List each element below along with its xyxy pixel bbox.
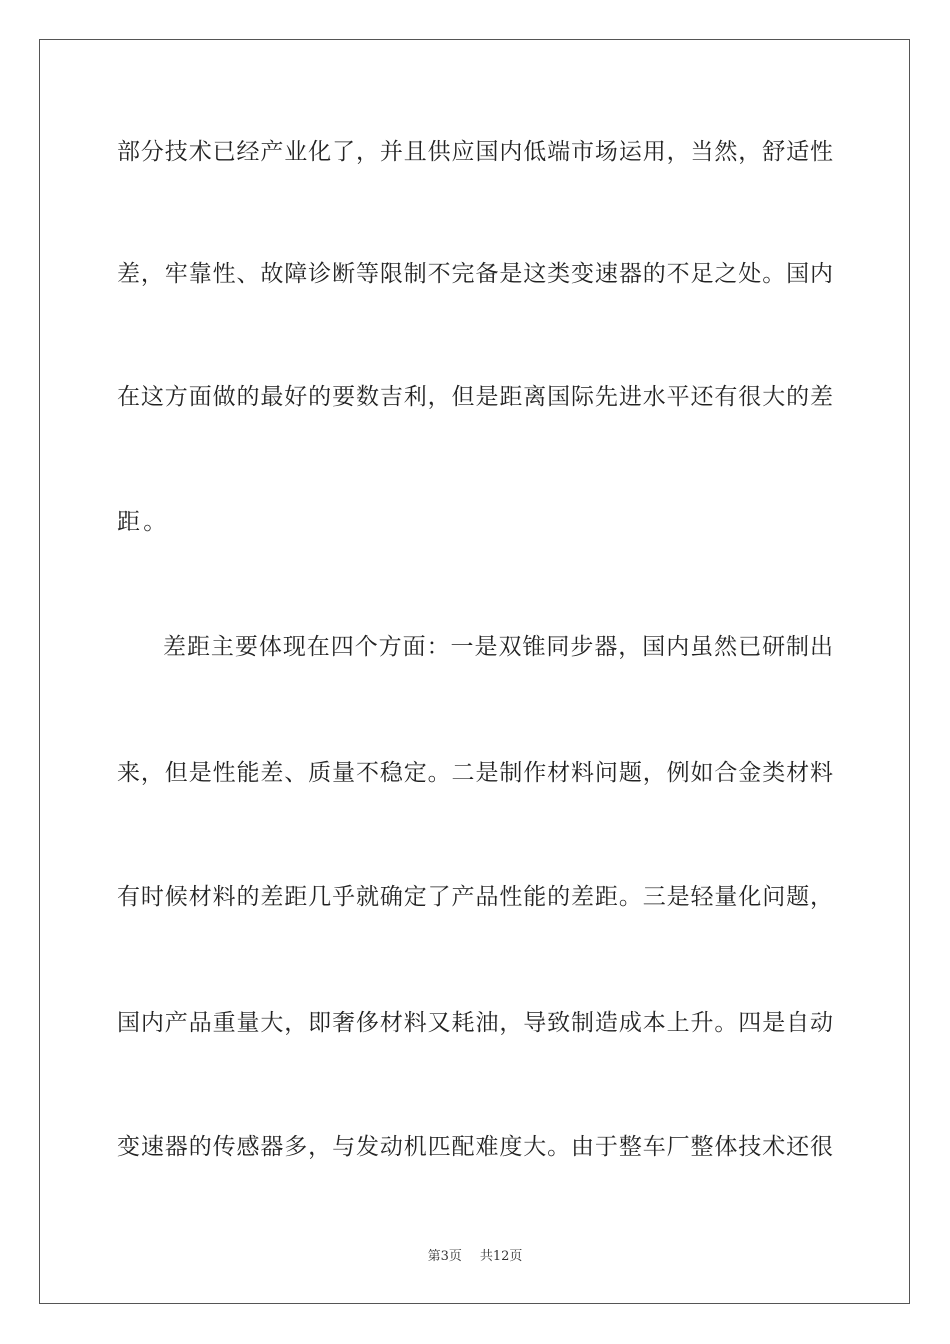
body-text-line-6: 来，但是性能差、质量不稳定。二是制作材料问题，例如合金类材料	[117, 760, 833, 786]
page-total: 共12页	[479, 1249, 523, 1264]
body-text-line-3: 在这方面做的最好的要数吉利，但是距离国际先进水平还有很大的差	[117, 384, 833, 410]
body-text-line-1: 部分技术已经产业化了，并且供应国内低端市场运用，当然，舒适性	[117, 139, 833, 165]
body-text-line-9: 变速器的传感器多，与发动机匹配难度大。由于整车厂整体技术还很	[117, 1134, 833, 1160]
page-footer	[0, 1248, 950, 1266]
body-text-line-7: 有时候材料的差距几乎就确定了产品性能的差距。三是轻量化问题，	[117, 884, 833, 910]
page-number: 第3页	[427, 1249, 462, 1264]
body-text-line-4: 距。	[117, 509, 170, 535]
body-text-line-8: 国内产品重量大，即奢侈材料又耗油，导致制造成本上升。四是自动	[117, 1010, 833, 1036]
body-text-line-2: 差，牢靠性、故障诊断等限制不完备是这类变速器的不足之处。国内	[117, 261, 833, 287]
page-border	[39, 39, 910, 1304]
body-text-line-5: 差距主要体现在四个方面：一是双锥同步器，国内虽然已研制出	[163, 634, 833, 660]
